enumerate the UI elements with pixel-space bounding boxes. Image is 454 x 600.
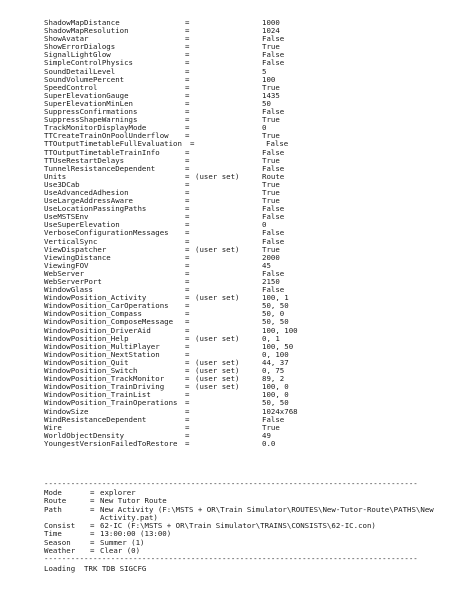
setting-key: SignalLightGlow <box>44 50 111 60</box>
setting-source: (user set) <box>195 333 240 343</box>
equals-sign: = <box>90 504 95 514</box>
setting-source: (user set) <box>195 171 240 181</box>
equals-sign: = <box>185 179 190 189</box>
setting-value: 49 <box>262 430 271 440</box>
setting-key: WindowPosition_TrainList <box>44 390 151 400</box>
equals-sign: = <box>185 325 190 335</box>
equals-sign: = <box>185 293 190 303</box>
equals-sign: = <box>185 50 190 60</box>
equals-sign: = <box>185 366 190 376</box>
equals-sign: = <box>185 398 190 408</box>
equals-sign: = <box>185 374 190 384</box>
setting-key: Wire <box>44 422 62 432</box>
setting-value: 89, 2 <box>262 374 285 384</box>
setting-key: WindowPosition_TrainDriving <box>44 382 165 392</box>
activity-row <box>44 506 454 523</box>
equals-sign: = <box>185 155 190 165</box>
setting-row <box>44 416 444 424</box>
setting-value: False <box>262 268 285 278</box>
activity-key: Weather <box>44 546 76 556</box>
setting-key: WebServer <box>44 268 85 278</box>
equals-sign: = <box>185 98 190 108</box>
equals-sign: = <box>190 139 195 149</box>
setting-value: False <box>262 163 285 173</box>
setting-key: TTOutputTimetableTrainInfo <box>44 147 160 157</box>
setting-key: WorldObjectDensity <box>44 430 125 440</box>
setting-value: 100, 50 <box>262 341 294 351</box>
setting-value: False <box>262 212 285 222</box>
activity-value: explorer <box>100 488 136 497</box>
setting-key: WindowPosition_Quit <box>44 357 129 367</box>
setting-key: WindowPosition_TrackMonitor <box>44 374 165 384</box>
setting-key: SuperElevationGauge <box>44 90 129 100</box>
setting-key: TTCreateTrainOnPoolUnderflow <box>44 131 169 141</box>
equals-sign: = <box>185 90 190 100</box>
setting-value: False <box>262 58 285 68</box>
setting-value: True <box>262 131 280 141</box>
setting-value: 0.0 <box>262 438 276 448</box>
setting-key: UseLocationPassingPaths <box>44 204 147 214</box>
setting-row <box>44 205 444 213</box>
equals-sign: = <box>90 537 95 547</box>
equals-sign: = <box>185 301 190 311</box>
setting-key: WebServerPort <box>44 277 102 286</box>
setting-value: False <box>262 204 285 214</box>
setting-key: UseAdvancedAdhesion <box>44 187 129 197</box>
settings-list <box>44 19 444 448</box>
setting-value: 50, 0 <box>262 309 285 319</box>
setting-key: WindowGlass <box>44 285 93 295</box>
equals-sign: = <box>90 521 95 531</box>
equals-sign: = <box>185 131 190 141</box>
activity-key: Mode <box>44 488 62 497</box>
setting-row <box>44 165 444 173</box>
equals-sign: = <box>185 220 190 230</box>
setting-key: Units <box>44 171 67 181</box>
equals-sign: = <box>185 414 190 424</box>
setting-value: True <box>262 82 280 92</box>
setting-key: WindowPosition_Activity <box>44 293 147 303</box>
setting-value: 50, 50 <box>262 301 289 311</box>
equals-sign: = <box>185 390 190 400</box>
setting-key: WindowPosition_TrainOperations <box>44 398 178 408</box>
setting-value: True <box>262 155 280 165</box>
equals-sign: = <box>185 187 190 197</box>
equals-sign: = <box>185 26 190 36</box>
setting-value: 1435 <box>262 90 280 100</box>
separator-line: ------------------------------------------------------------------------------------ <box>44 555 418 563</box>
setting-value: 100, 0 <box>262 382 289 392</box>
setting-value: True <box>262 196 280 206</box>
equals-sign: = <box>185 277 190 286</box>
setting-key: SoundVolumePercent <box>44 74 125 84</box>
setting-source: (user set) <box>195 374 240 384</box>
setting-key: ShadowMapResolution <box>44 26 129 36</box>
setting-value: True <box>262 187 280 197</box>
setting-value: True <box>262 42 280 52</box>
activity-value: New Activity (F:\MSTS + OR\Train Simulator\ROUTES\New-Tutor-Route\PATHS\New Activity.pat) <box>100 504 434 522</box>
setting-value: 1024x768 <box>262 406 298 416</box>
equals-sign: = <box>185 309 190 319</box>
equals-sign: = <box>185 252 190 262</box>
equals-sign: = <box>185 212 190 222</box>
setting-source: (user set) <box>195 366 240 376</box>
setting-key: TunnelResistanceDependent <box>44 163 156 173</box>
setting-source: (user set) <box>195 382 240 392</box>
equals-sign: = <box>90 546 95 556</box>
setting-key: WindowPosition_MultiPlayer <box>44 341 160 351</box>
setting-key: SimpleControlPhysics <box>44 58 133 68</box>
setting-value: 44, 37 <box>262 357 289 367</box>
equals-sign: = <box>185 349 190 359</box>
setting-value: True <box>262 115 280 125</box>
equals-sign: = <box>185 244 190 254</box>
setting-value: 1000 <box>262 18 280 27</box>
setting-value: 2150 <box>262 277 280 286</box>
setting-value: 0 <box>262 220 267 230</box>
equals-sign: = <box>185 66 190 76</box>
setting-key: UseLargeAddressAware <box>44 196 133 206</box>
setting-value: False <box>262 50 285 60</box>
equals-sign: = <box>185 382 190 392</box>
setting-source: (user set) <box>195 357 240 367</box>
setting-key: ShadowMapDistance <box>44 18 120 27</box>
equals-sign: = <box>185 317 190 327</box>
setting-value: False <box>262 147 285 157</box>
activity-value: Summer (1) <box>100 537 145 547</box>
setting-value: 50 <box>262 98 271 108</box>
setting-key: UseSuperElevation <box>44 220 120 230</box>
setting-row <box>44 262 444 270</box>
setting-value: 100, 0 <box>262 390 289 400</box>
equals-sign: = <box>185 82 190 92</box>
setting-key: WindowPosition_DriverAid <box>44 325 151 335</box>
activity-value: New Tutor Route <box>100 496 167 506</box>
equals-sign: = <box>185 196 190 206</box>
setting-value: 50, 50 <box>262 398 289 408</box>
equals-sign: = <box>185 171 190 181</box>
setting-key: WindowPosition_Switch <box>44 366 138 376</box>
setting-row <box>44 440 444 448</box>
setting-value: Route <box>262 171 285 181</box>
setting-value: 0, 75 <box>262 366 285 376</box>
equals-sign: = <box>90 496 95 506</box>
equals-sign: = <box>90 529 95 539</box>
loading-status: Loading TRK TDB SIGCFG <box>44 564 147 573</box>
setting-value: 0, 100 <box>262 349 289 359</box>
setting-row <box>44 27 444 35</box>
setting-value: True <box>262 179 280 189</box>
setting-key: WindowPosition_Help <box>44 333 129 343</box>
setting-key: TrackMonitorDisplayMode <box>44 123 147 133</box>
setting-key: ViewDispatcher <box>44 244 107 254</box>
setting-key: YoungestVersionFailedToRestore <box>44 438 178 448</box>
setting-key: VerboseConfigurationMessages <box>44 228 169 238</box>
setting-key: ShowErrorDialogs <box>44 42 116 52</box>
setting-key: WindowPosition_NextStation <box>44 349 160 359</box>
setting-row <box>44 270 444 278</box>
setting-key: WindowPosition_ComposeMessage <box>44 317 174 327</box>
setting-key: VerticalSync <box>44 236 98 246</box>
separator-line: ------------------------------------------------------------------------------------ <box>44 480 418 488</box>
setting-key: SpeedControl <box>44 82 98 92</box>
setting-row <box>44 278 444 286</box>
setting-value: 100, 1 <box>262 293 289 303</box>
setting-value: False <box>262 34 285 44</box>
setting-key: Use3DCab <box>44 179 80 189</box>
setting-row <box>44 399 444 407</box>
activity-info <box>44 489 454 555</box>
equals-sign: = <box>185 406 190 416</box>
equals-sign: = <box>185 438 190 448</box>
setting-value: True <box>262 422 280 432</box>
equals-sign: = <box>185 123 190 133</box>
equals-sign: = <box>185 333 190 343</box>
activity-key: Time <box>44 529 62 539</box>
equals-sign: = <box>185 163 190 173</box>
setting-source: (user set) <box>195 293 240 303</box>
equals-sign: = <box>185 147 190 157</box>
equals-sign: = <box>185 107 190 117</box>
equals-sign: = <box>185 422 190 432</box>
setting-value: 0, 1 <box>262 333 280 343</box>
setting-value: False <box>262 107 285 117</box>
setting-key: TTUseRestartDelays <box>44 155 125 165</box>
equals-sign: = <box>185 341 190 351</box>
equals-sign: = <box>90 488 95 497</box>
setting-value: False <box>266 139 289 149</box>
setting-key: WindowPosition_CarOperations <box>44 301 169 311</box>
setting-value: 5 <box>262 66 267 76</box>
setting-value: 45 <box>262 260 271 270</box>
equals-sign: = <box>185 74 190 84</box>
setting-value: False <box>262 285 285 295</box>
setting-key: WindowSize <box>44 406 89 416</box>
setting-value: False <box>262 228 285 238</box>
setting-key: SuppressConfirmations <box>44 107 138 117</box>
equals-sign: = <box>185 204 190 214</box>
setting-row <box>44 173 444 181</box>
activity-key: Path <box>44 504 62 514</box>
activity-value: 62-IC (F:\MSTS + OR\Train Simulator\TRAINS\CONSISTS\62-IC.con) <box>100 521 376 531</box>
setting-value: True <box>262 244 280 254</box>
setting-key: WindResistanceDependent <box>44 414 147 424</box>
setting-value: 100 <box>262 74 276 84</box>
equals-sign: = <box>185 268 190 278</box>
setting-key: ShowAvatar <box>44 34 89 44</box>
equals-sign: = <box>185 18 190 27</box>
setting-key: WindowPosition_Compass <box>44 309 142 319</box>
setting-row <box>44 254 444 262</box>
equals-sign: = <box>185 430 190 440</box>
equals-sign: = <box>185 236 190 246</box>
equals-sign: = <box>185 34 190 44</box>
equals-sign: = <box>185 228 190 238</box>
setting-key: ViewingDistance <box>44 252 111 262</box>
activity-key: Route <box>44 496 67 506</box>
equals-sign: = <box>185 115 190 125</box>
setting-value: False <box>262 236 285 246</box>
setting-row <box>44 229 444 237</box>
setting-key: SuperElevationMinLen <box>44 98 133 108</box>
setting-value: 50, 50 <box>262 317 289 327</box>
setting-value: 2000 <box>262 252 280 262</box>
activity-value: 13:00:00 (13:00) <box>100 529 172 539</box>
setting-value: False <box>262 414 285 424</box>
setting-key: TTOutputTimetableFullEvaluation <box>44 139 182 149</box>
setting-row <box>44 76 444 84</box>
equals-sign: = <box>185 357 190 367</box>
setting-value: 1024 <box>262 26 280 36</box>
activity-key: Season <box>44 537 71 547</box>
setting-value: 100, 100 <box>262 325 298 335</box>
setting-key: ViewingFOV <box>44 260 89 270</box>
equals-sign: = <box>185 58 190 68</box>
setting-source: (user set) <box>195 244 240 254</box>
activity-value: Clear (0) <box>100 546 141 556</box>
setting-key: UseMSTSEnv <box>44 212 89 222</box>
setting-value: 0 <box>262 123 267 133</box>
equals-sign: = <box>185 260 190 270</box>
equals-sign: = <box>185 285 190 295</box>
activity-key: Consist <box>44 521 76 531</box>
equals-sign: = <box>185 42 190 52</box>
setting-key: SuppressShapeWarnings <box>44 115 138 125</box>
setting-key: SoundDetailLevel <box>44 66 116 76</box>
